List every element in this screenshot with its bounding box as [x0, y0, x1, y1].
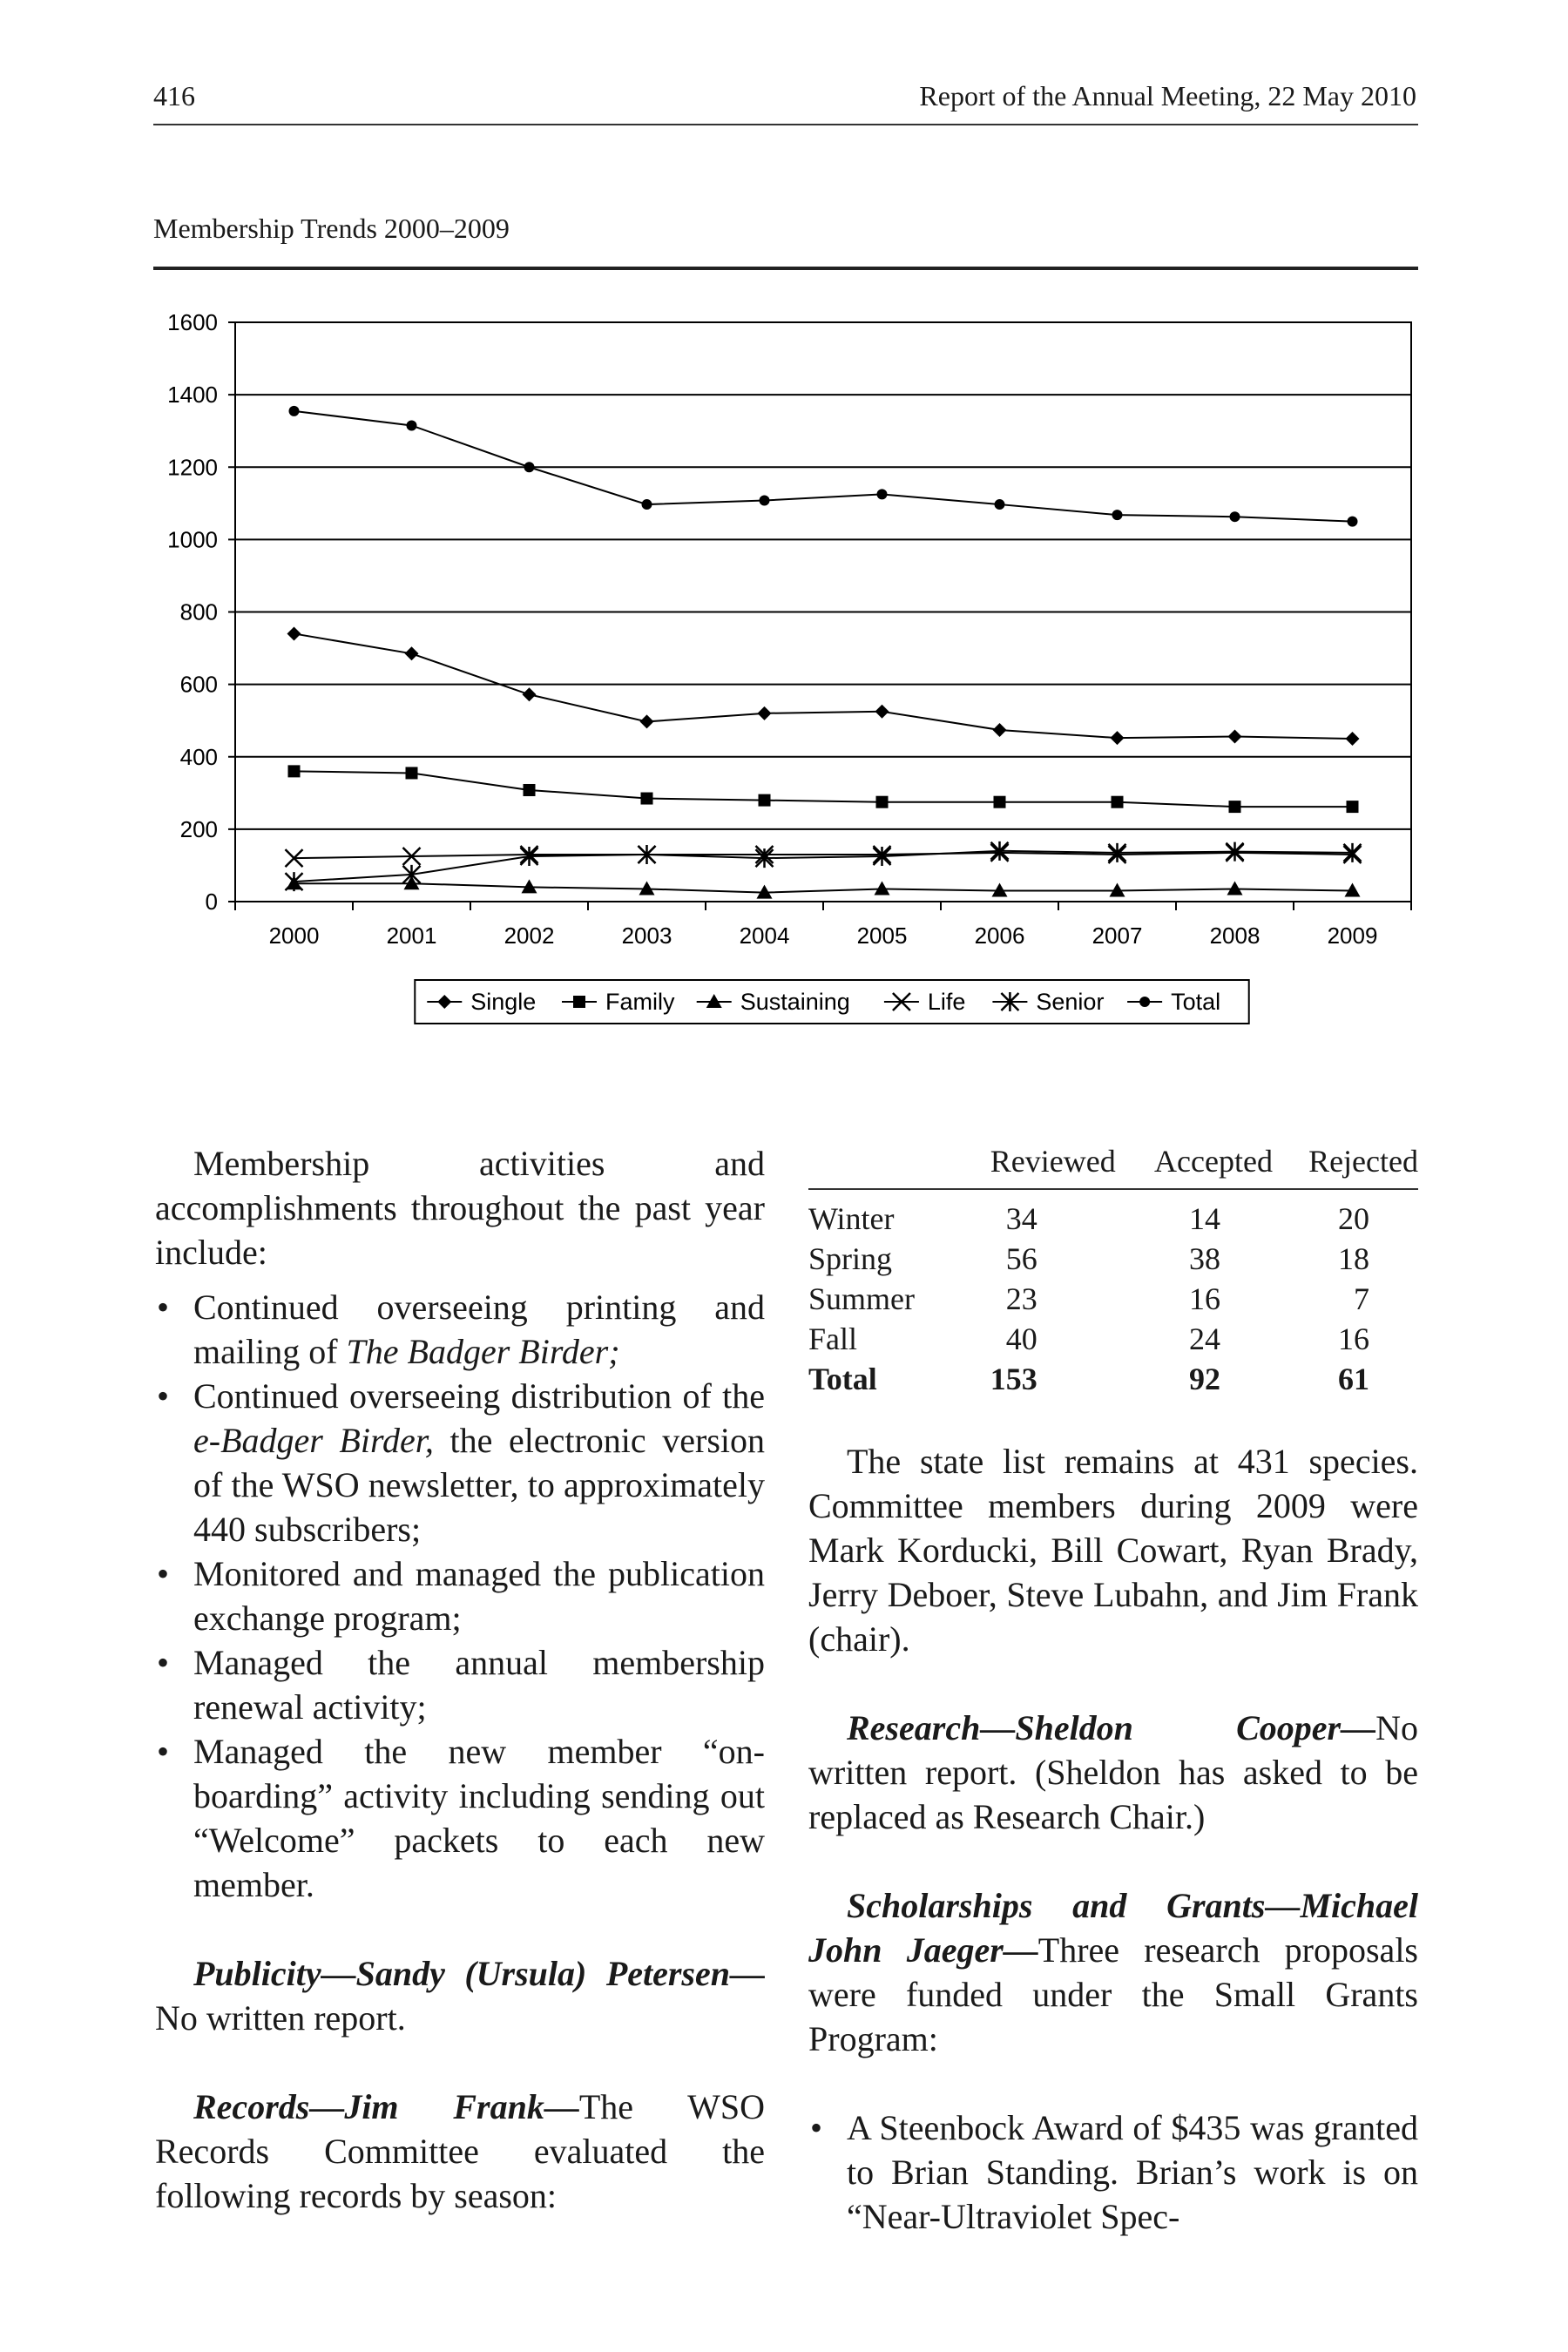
data-point-total — [877, 489, 888, 499]
header-accepted: Accepted — [1116, 1141, 1273, 1189]
records-heading: Records—Jim Frank— — [193, 2087, 579, 2126]
y-tick-label: 1400 — [167, 382, 218, 409]
table-row: Winter 34 14 20 — [808, 1201, 1369, 1236]
list-item: • Managed the new member “on-boarding” activity including sending out “Welcome” packets to each new member. — [155, 1729, 765, 1907]
x-tick-label: 2007 — [1092, 923, 1143, 949]
state-list-paragraph: The state list remains at 431 species. Committee members during 2009 were Mark Korducki, Bill Cowart, Ryan Brady, Jerry Deboer, Steve Lubahn, and Jim Frank (chair). — [808, 1442, 1418, 1659]
legend-marker-family — [573, 996, 585, 1008]
records-text: The WSO Records Committee evaluated the following records by season: — [155, 2087, 765, 2215]
research-section — [808, 1706, 1418, 1839]
data-point-family — [641, 793, 653, 805]
right-column — [808, 1141, 1418, 2239]
page-number: 416 — [153, 80, 195, 112]
data-point-family — [524, 784, 536, 796]
legend-label-life: Life — [927, 989, 966, 1015]
publicity-text: No written report. — [155, 1998, 406, 2038]
data-point-family — [876, 796, 889, 808]
data-point-total — [995, 499, 1005, 510]
left-column — [155, 1141, 765, 2218]
scholarships-heading: Scholarships and Grants—Michael John Jaeger— — [808, 1886, 1418, 1970]
x-tick-label: 2002 — [504, 923, 555, 949]
y-tick-label: 800 — [179, 598, 218, 625]
header-rule — [153, 124, 1418, 125]
data-point-total — [642, 499, 652, 510]
figure-rule — [153, 267, 1418, 270]
header-reviewed: Reviewed — [950, 1141, 1116, 1189]
membership-trends-chart — [131, 296, 1437, 1045]
list-item: • Continued overseeing distribution of the e-Badger Birder, the electronic version of the WSO newsletter, to approximately 440 subscribers; — [155, 1374, 765, 1551]
data-point-family — [759, 794, 771, 807]
x-tick-label: 2000 — [268, 923, 320, 949]
publicity-heading: Publicity—Sandy (Ursula) Petersen— — [193, 1954, 765, 1993]
chart-legend — [415, 980, 1248, 1024]
legend-label-senior: Senior — [1036, 989, 1105, 1015]
table-row: Summer 23 16 7 — [808, 1281, 1369, 1316]
running-head — [153, 80, 1416, 112]
legend-marker-total — [1139, 997, 1150, 1007]
list-item: • Managed the annual membership renewal activity; — [155, 1640, 765, 1729]
data-point-family — [1112, 796, 1124, 808]
data-point-family — [1229, 801, 1241, 813]
x-tick-label: 2009 — [1327, 923, 1378, 949]
research-heading: Research—Sheldon Cooper— — [847, 1708, 1376, 1747]
x-tick-label: 2005 — [856, 923, 908, 949]
list-item: • Continued overseeing printing and mailing of The Badger Birder; — [155, 1285, 765, 1374]
list-item: • Monitored and managed the publication exchange program; — [155, 1551, 765, 1640]
legend-label-total: Total — [1171, 989, 1221, 1015]
y-tick-label: 1200 — [167, 454, 218, 481]
x-tick-label: 2004 — [739, 923, 790, 949]
data-point-family — [406, 767, 418, 779]
data-point-total — [760, 495, 770, 505]
x-tick-label: 2003 — [621, 923, 672, 949]
table-row: Spring 56 38 18 — [808, 1241, 1369, 1276]
figure-title: Membership Trends 2000–2009 — [153, 213, 510, 244]
x-axis-ticks — [235, 902, 1411, 949]
data-point-total — [1348, 517, 1358, 527]
data-point-family — [288, 765, 301, 777]
legend-label-single: Single — [470, 989, 537, 1015]
scholarships-text: Three research proposals were funded under the Small Grants Program: — [808, 1930, 1418, 2058]
legend-label-family: Family — [605, 989, 675, 1015]
y-tick-label: 1000 — [167, 526, 218, 553]
y-tick-label: 400 — [179, 743, 218, 770]
y-tick-label: 0 — [205, 889, 218, 915]
list-item: • A Steenbock Award of $435 was granted to Brian Standing. Brian’s work is on “Near-Ultraviolet Spec- — [808, 2105, 1418, 2239]
running-title: Report of the Annual Meeting, 22 May 2010 — [919, 80, 1416, 112]
y-tick-label: 1600 — [167, 309, 218, 335]
data-point-total — [1230, 511, 1240, 522]
y-axis-ticks — [167, 309, 235, 915]
membership-intro: Membership activities and accomplishments throughout the past year include: — [155, 1144, 765, 1272]
x-tick-label: 2006 — [974, 923, 1025, 949]
grants-list — [808, 2105, 1418, 2239]
y-tick-label: 200 — [179, 815, 218, 842]
publicity-section — [155, 1951, 765, 2040]
header-rejected: Rejected — [1273, 1141, 1418, 1189]
records-section — [155, 2085, 765, 2218]
scholarships-section — [808, 1883, 1418, 2061]
x-tick-label: 2008 — [1209, 923, 1260, 949]
data-point-total — [289, 406, 300, 416]
records-table — [808, 1141, 1418, 1399]
table-header-row — [808, 1141, 1418, 1189]
research-text: No written report. (Sheldon has asked to be replaced as Research Chair.) — [808, 1708, 1418, 1836]
x-tick-label: 2001 — [386, 923, 437, 949]
membership-activities-list — [155, 1285, 765, 1907]
y-tick-label: 600 — [179, 671, 218, 698]
table-total-row: Total 153 92 61 — [808, 1362, 1369, 1396]
data-point-total — [1112, 510, 1123, 520]
data-point-family — [1347, 801, 1359, 813]
legend-label-sustaining: Sustaining — [740, 989, 850, 1015]
data-point-total — [407, 420, 417, 430]
legend-item-senior — [992, 989, 1104, 1015]
table-row: Fall 40 24 16 — [808, 1321, 1369, 1356]
data-point-total — [524, 462, 535, 472]
data-point-family — [994, 796, 1006, 808]
